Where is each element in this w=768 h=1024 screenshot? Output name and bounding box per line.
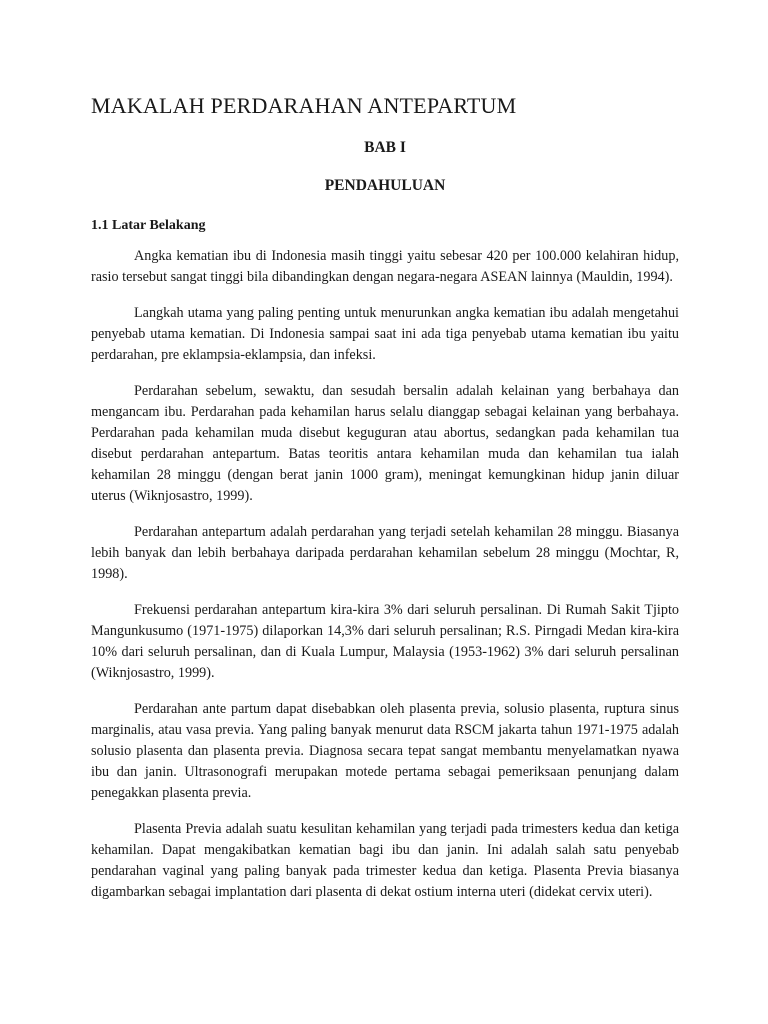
chapter-number: BAB I: [364, 139, 406, 156]
paragraph-7: Plasenta Previa adalah suatu kesulitan kehamilan yang terjadi pada trimesters kedua dan ketiga kehamilan. Dapat mengakibatkan kematian bagi ibu dan janin. Ini adalah salah satu penyebab pendarahan vaginal yang paling banyak pada trimester kedua dan ketiga. Plasenta Previa biasanya digambarkan sebagai implantation dari plasenta di dekat ostium interna uteri (didekat cervix uteri).: [91, 821, 679, 900]
chapter-title: PENDAHULUAN: [324, 177, 446, 194]
paragraph-4: Perdarahan antepartum adalah perdarahan yang terjadi setelah kehamilan 28 minggu. Biasanya lebih banyak dan lebih berbahaya daripada perdarahan kehamilan sebelum 28 minggu (Mochtar, R, 1998).: [91, 524, 679, 582]
paragraph-6: Perdarahan ante partum dapat disebabkan oleh plasenta previa, solusio plasenta, ruptura sinus marginalis, atau vasa previa. Yang paling banyak menurut data RSCM jakarta tahun 1971-1975 adalah solusio plasenta dan plasenta previa. Diagnosa secara tepat sangat membantu menyelamatkan nyawa ibu dan janin. Ultrasonografi merupakan motede pertama sebagai pemeriksaan penunjang dalam penegakkan plasenta previa.: [91, 701, 679, 801]
paragraph-3: Perdarahan sebelum, sewaktu, dan sesudah bersalin adalah kelainan yang berbahaya dan mengancam ibu. Perdarahan pada kehamilan harus selalu dianggap sebagai kelainan yang berbahaya. Perdarahan pada kehamilan muda disebut keguguran atau abortus, sedangkan pada kehamilan tua disebut perdarahan antepartum. Batas teoritis antara kehamilan muda dan kehamilan tua ialah kehamilan 28 minggu (dengan berat janin 1000 gram), meningat kemungkinan hidup janin diluar uterus (Wiknjosastro, 1999).: [91, 383, 679, 504]
paragraph-2: Langkah utama yang paling penting untuk menurunkan angka kematian ibu adalah mengetahui penyebab utama kematian. Di Indonesia sampai saat ini ada tiga penyebab utama kematian ibu yaitu perdarahan, pre eklampsia-eklampsia, dan infeksi.: [91, 305, 679, 363]
paragraph-1: Angka kematian ibu di Indonesia masih tinggi yaitu sebesar 420 per 100.000 kelahiran hidup, rasio tersebut sangat tinggi bila dibandingkan dengan negara-negara ASEAN lainnya (Mauldin, 1994).: [91, 248, 679, 285]
document-body: [91, 246, 679, 918]
document-title: MAKALAH PERDARAHAN ANTEPARTUM: [91, 93, 517, 118]
paragraph-5: Frekuensi perdarahan antepartum kira-kira 3% dari seluruh persalinan. Di Rumah Sakit Tjipto Mangunkusumo (1971-1975) dilaporkan 14,3% dari seluruh persalinan; R.S. Pirngadi Medan kira-kira 10% dari seluruh persalinan, dan di Kuala Lumpur, Malaysia (1953-1962) 3% dari seluruh persalinan (Wiknjosastro, 1999).: [91, 602, 679, 681]
section-heading: 1.1 Latar Belakang: [91, 218, 206, 233]
